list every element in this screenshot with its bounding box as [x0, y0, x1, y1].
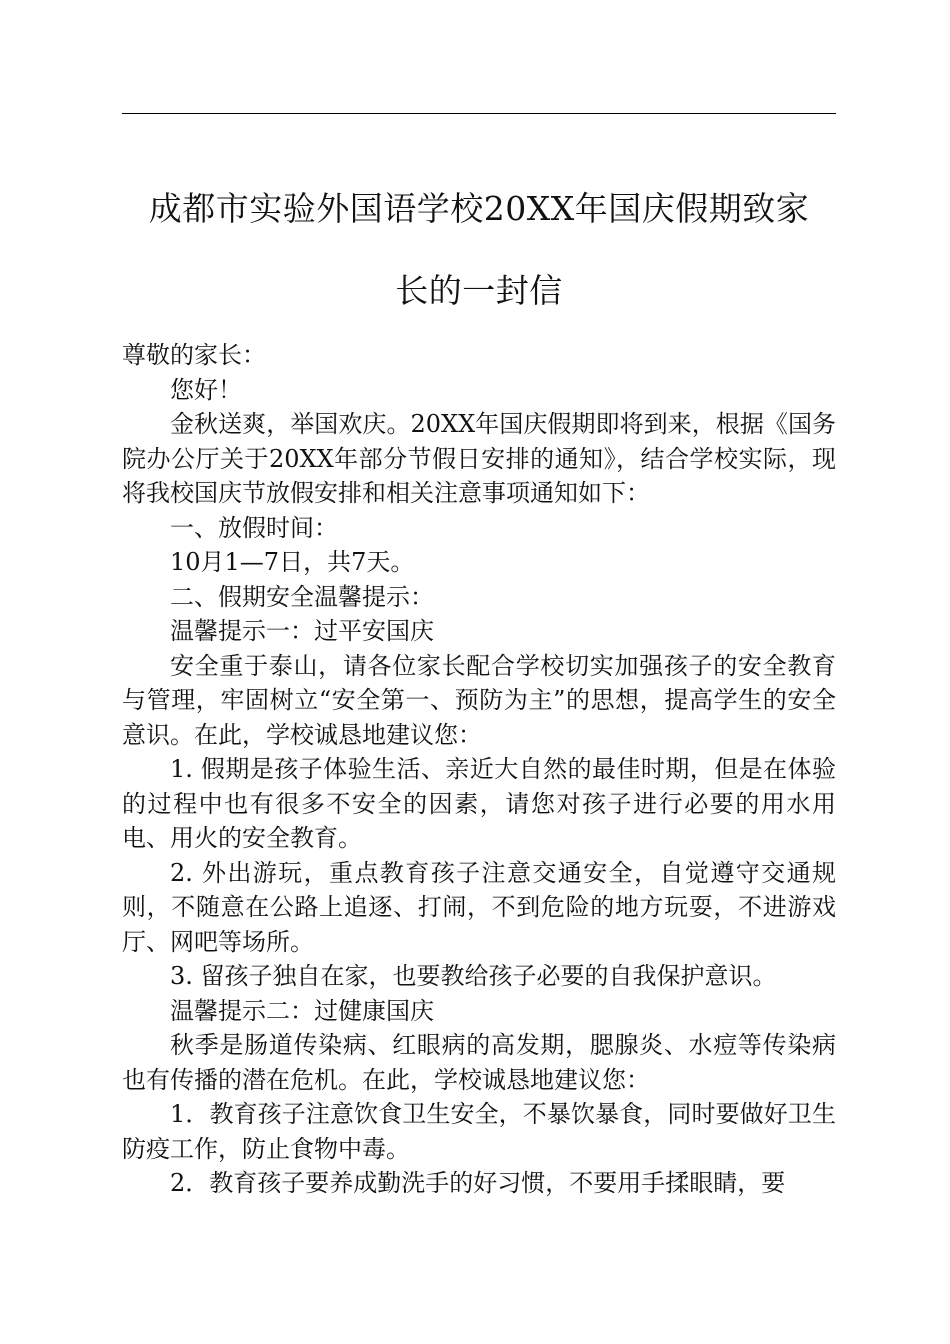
holiday-dates: 10月1—7日，共7天。: [170, 548, 415, 576]
letter-body: [122, 338, 836, 1201]
tip-1-paragraph: 安全重于泰山，请各位家长配合学校切实加强孩子的安全教育与管理，牢固树立“安全第一、预防为主”的思想，提高学生的安全意识。在此，学校诚恳地建议您：: [122, 651, 836, 749]
intro-paragraph: 金秋送爽，举国欢庆。20XX年国庆假期即将到来，根据《国务院办公厅关于20XX年部分节假日安排的通知》，结合学校实际，现将我校国庆节放假安排和相关注意事项通知如下：: [122, 410, 836, 507]
tip-2-item-2: 2．教育孩子要养成勤洗手的好习惯，不要用手揉眼睛，要: [170, 1169, 786, 1197]
salutation: 尊敬的家长：: [122, 341, 266, 369]
title-line-2: 长的一封信: [395, 271, 563, 310]
tip-heading-1: 温馨提示一：过平安国庆: [170, 617, 434, 645]
document-title: [122, 168, 836, 332]
tip-2-paragraph: 秋季是肠道传染病、红眼病的高发期，腮腺炎、水痘等传染病也有传播的潜在危机。在此，学校诚恳地建议您：: [122, 1031, 836, 1094]
tip-1-item-3: 3. 留孩子独自在家，也要教给孩子必要的自我保护意识。: [170, 962, 777, 990]
tip-2-item-1: 1．教育孩子注意饮食卫生安全，不暴饮暴食，同时要做好卫生防疫工作，防止食物中毒。: [122, 1100, 836, 1163]
tip-1-item-1: 1. 假期是孩子体验生活、亲近大自然的最佳时期，但是在体验的过程中也有很多不安全的因素，请您对孩子进行必要的用水用电、用火的安全教育。: [122, 755, 836, 852]
title-line-1: 成都市实验外国语学校20XX年国庆假期致家: [148, 189, 810, 228]
tip-1-item-2: 2. 外出游玩，重点教育孩子注意交通安全，自觉遵守交通规则，不随意在公路上追逐、打闹，不到危险的地方玩耍，不进游戏厅、网吧等场所。: [122, 858, 836, 956]
tip-heading-2: 温馨提示二：过健康国庆: [170, 996, 434, 1025]
section-heading-holiday-time: 一、放假时间：: [170, 513, 338, 542]
header-rule: [122, 113, 836, 114]
greeting: 您好！: [170, 375, 242, 404]
section-heading-safety-tips: 二、假期安全温馨提示：: [170, 582, 434, 611]
